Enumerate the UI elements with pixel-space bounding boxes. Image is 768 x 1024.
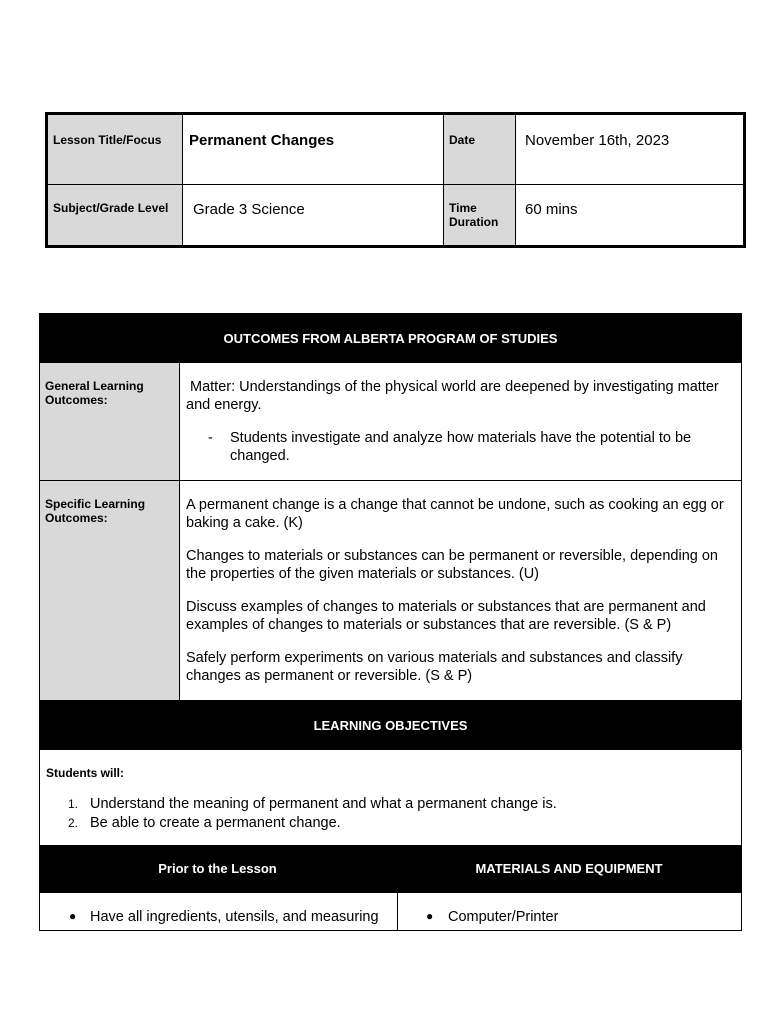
specific-outcomes-label-line2: Outcomes:	[45, 511, 108, 525]
time-label-line2: Duration	[449, 215, 499, 229]
general-outcome-text: Matter: Understandings of the physical world are deepened by investigating matter and energy.	[186, 379, 719, 413]
date-value: November 16th, 2023	[525, 132, 670, 149]
materials-equipment-header: MATERIALS AND EQUIPMENT	[475, 861, 663, 876]
students-will-label: Students will:	[46, 766, 124, 780]
time-label-line1: Time	[449, 201, 477, 215]
prior-materials-body-row	[39, 893, 742, 931]
objective-text: Be able to create a permanent change.	[90, 815, 341, 831]
materials-item-text: Computer/Printer	[448, 909, 559, 925]
lesson-title-label-cell	[47, 114, 183, 185]
time-value: 60 mins	[525, 201, 578, 218]
time-value-cell	[516, 185, 745, 247]
date-label: Date	[449, 133, 476, 147]
specific-outcome-item: A permanent change is a change that cannot be undone, such as cooking an egg or baking a cake. (K)	[186, 497, 724, 531]
specific-outcomes-label-line1: Specific Learning	[45, 497, 146, 511]
general-outcomes-content	[180, 363, 742, 481]
general-outcomes-label	[40, 363, 180, 481]
prior-materials-header-row	[39, 845, 742, 893]
lesson-info-table	[45, 112, 746, 248]
objective-text: Understand the meaning of permanent and what a permanent change is.	[90, 796, 557, 812]
learning-objectives-header: LEARNING OBJECTIVES	[39, 701, 742, 750]
objective-number: 1.	[68, 797, 79, 811]
column-divider	[397, 893, 398, 930]
general-outcomes-label-line2: Outcomes:	[45, 393, 108, 407]
date-value-cell	[516, 114, 745, 185]
subject-label-cell	[47, 185, 183, 247]
specific-outcomes-content	[180, 481, 742, 701]
prior-item-text: Have all ingredients, utensils, and measuring	[90, 909, 379, 925]
specific-outcome-item: Discuss examples of changes to materials or substances that are permanent and examples of changes to materials or substances that are reversible. (S & P)	[186, 599, 706, 633]
date-label-cell	[444, 114, 516, 185]
lesson-title-label: Lesson Title/Focus	[53, 133, 162, 147]
prior-to-lesson-header: Prior to the Lesson	[158, 861, 277, 876]
time-label	[444, 185, 515, 229]
specific-outcome-item: Safely perform experiments on various materials and substances and classify changes as permanent or reversible. (S & P)	[186, 650, 683, 684]
dash-bullet-icon: -	[208, 430, 213, 446]
general-outcome-bullet-text: Students investigate and analyze how materials have the potential to be changed.	[230, 430, 692, 464]
outcomes-table	[39, 313, 742, 701]
outcomes-header: OUTCOMES FROM ALBERTA PROGRAM OF STUDIES	[40, 314, 742, 363]
lesson-title-value-cell	[183, 114, 444, 185]
bullet-icon: ●	[69, 909, 77, 923]
subject-value-cell	[183, 185, 444, 247]
subject-value: Grade 3 Science	[193, 201, 305, 218]
general-outcome-bullet-item	[186, 429, 735, 465]
learning-objectives-body	[39, 750, 742, 845]
bullet-icon: ●	[426, 909, 434, 923]
general-outcomes-label-line1: General Learning	[45, 379, 144, 393]
time-label-cell	[444, 185, 516, 247]
lesson-title-value: Permanent Changes	[189, 132, 335, 149]
specific-outcome-item: Changes to materials or substances can be permanent or reversible, depending on the properties of the given materials or substances. (U)	[186, 548, 718, 582]
objective-number: 2.	[68, 816, 79, 830]
specific-outcomes-label	[40, 481, 180, 701]
subject-label: Subject/Grade Level	[53, 201, 169, 215]
